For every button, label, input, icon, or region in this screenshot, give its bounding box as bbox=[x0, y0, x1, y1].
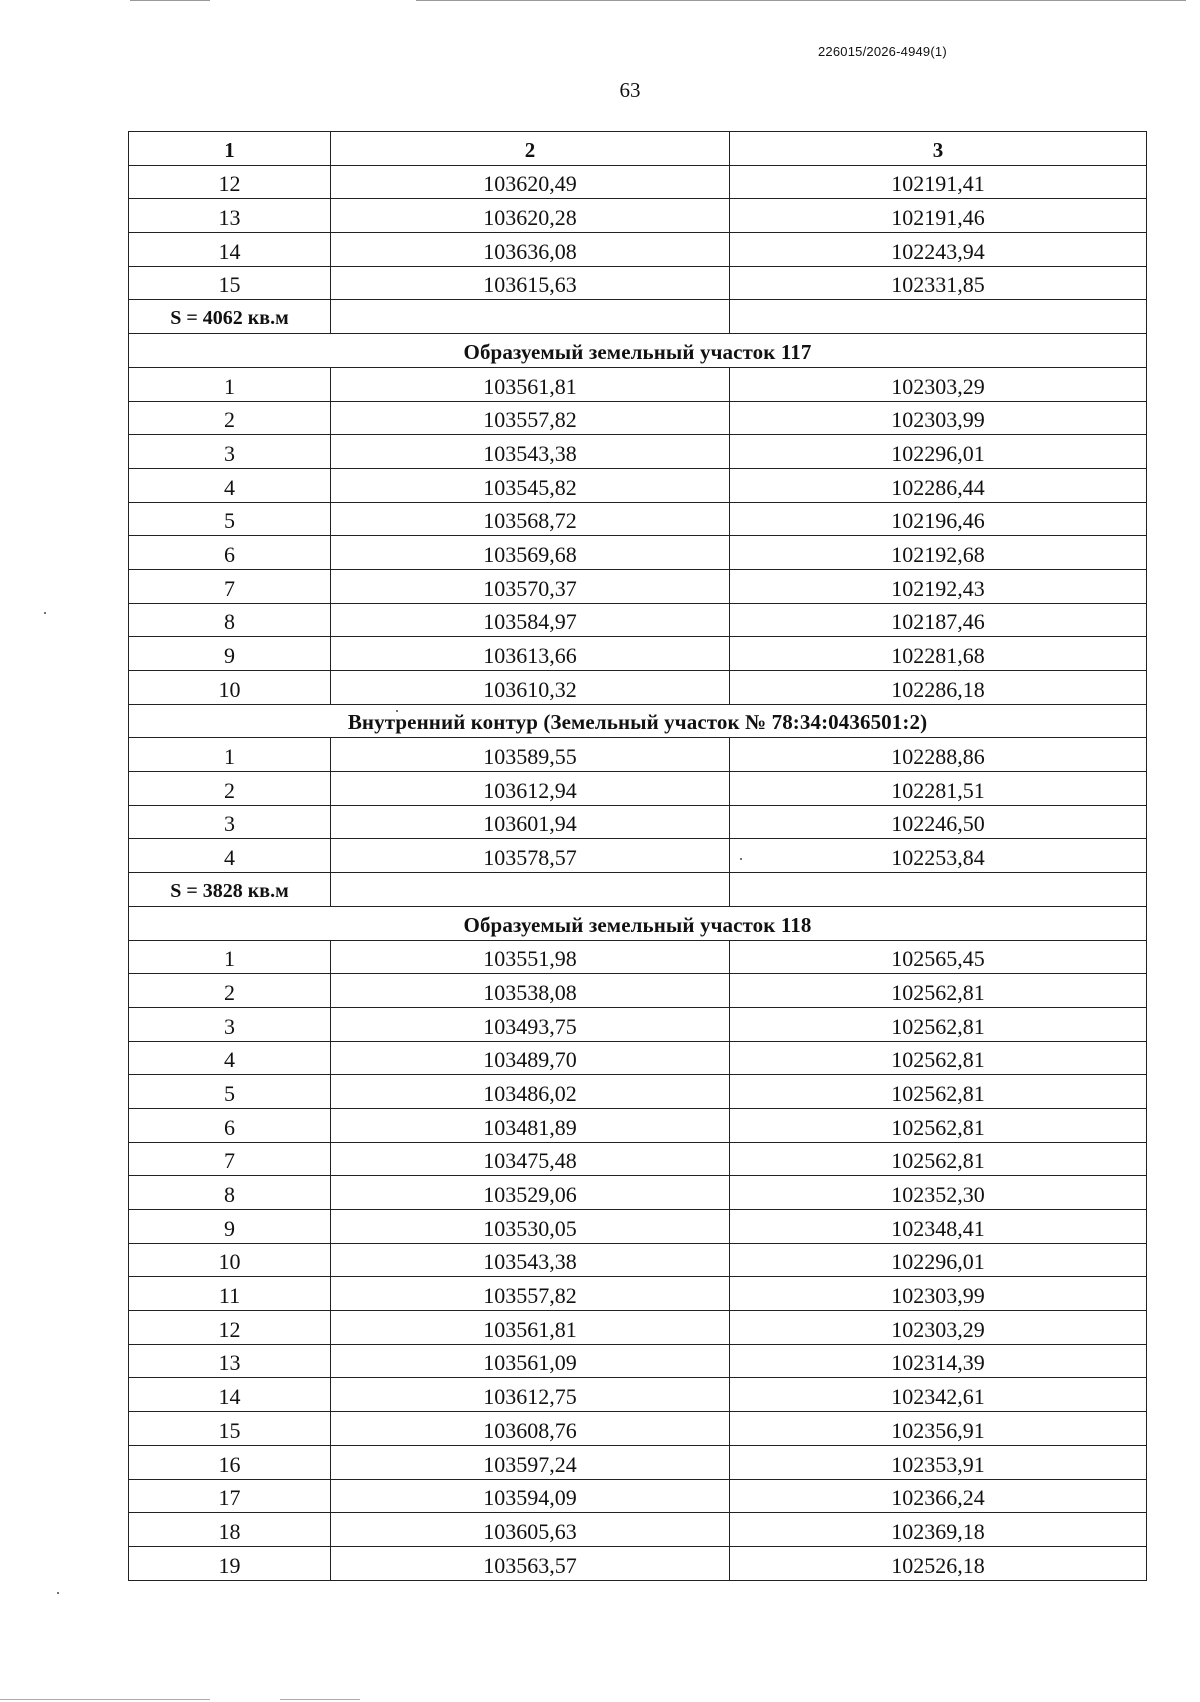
y-coordinate-cell: 102288,86 bbox=[730, 738, 1147, 772]
x-coordinate-cell: 103489,70 bbox=[331, 1041, 730, 1075]
x-coordinate-cell: 103529,06 bbox=[331, 1176, 730, 1210]
point-number-cell: 19 bbox=[129, 1546, 331, 1580]
y-coordinate-cell: 102562,81 bbox=[730, 1142, 1147, 1176]
point-number-cell: 15 bbox=[129, 1412, 331, 1446]
y-coordinate-cell: 102303,99 bbox=[730, 1277, 1147, 1311]
table-row bbox=[129, 1378, 1147, 1412]
x-coordinate-cell: 103543,38 bbox=[331, 435, 730, 469]
column-header-point: 1 bbox=[129, 132, 331, 166]
point-number-cell: 3 bbox=[129, 435, 331, 469]
table-row bbox=[129, 266, 1147, 300]
y-coordinate-cell: 102191,46 bbox=[730, 199, 1147, 233]
empty-cell bbox=[730, 873, 1147, 907]
point-number-cell: 4 bbox=[129, 839, 331, 873]
x-coordinate-cell: 103612,94 bbox=[331, 772, 730, 806]
table-row bbox=[129, 1479, 1147, 1513]
table-row bbox=[129, 1007, 1147, 1041]
point-number-cell: 4 bbox=[129, 468, 331, 502]
table-row bbox=[129, 1513, 1147, 1547]
x-coordinate-cell: 103561,81 bbox=[331, 367, 730, 401]
y-coordinate-cell: 102296,01 bbox=[730, 1243, 1147, 1277]
scan-speck bbox=[57, 1592, 59, 1594]
point-number-cell: 12 bbox=[129, 1311, 331, 1345]
empty-cell bbox=[331, 873, 730, 907]
x-coordinate-cell: 103589,55 bbox=[331, 738, 730, 772]
scan-bottom-mark bbox=[280, 1699, 360, 1700]
table-row bbox=[129, 569, 1147, 603]
table-row bbox=[129, 165, 1147, 199]
section-heading-row bbox=[129, 704, 1147, 738]
table-row bbox=[129, 839, 1147, 873]
area-summary-row bbox=[129, 873, 1147, 907]
x-coordinate-cell: 103620,49 bbox=[331, 165, 730, 199]
y-coordinate-cell: 102303,29 bbox=[730, 367, 1147, 401]
point-number-cell: 5 bbox=[129, 1075, 331, 1109]
scan-speck bbox=[44, 612, 46, 614]
x-coordinate-cell: 103612,75 bbox=[331, 1378, 730, 1412]
point-number-cell: 10 bbox=[129, 671, 331, 705]
y-coordinate-cell: 102196,46 bbox=[730, 502, 1147, 536]
table-row bbox=[129, 1277, 1147, 1311]
point-number-cell: 9 bbox=[129, 1210, 331, 1244]
x-coordinate-cell: 103594,09 bbox=[331, 1479, 730, 1513]
x-coordinate-cell: 103545,82 bbox=[331, 468, 730, 502]
table-row bbox=[129, 199, 1147, 233]
y-coordinate-cell: 102562,81 bbox=[730, 1108, 1147, 1142]
x-coordinate-cell: 103481,89 bbox=[331, 1108, 730, 1142]
section-heading-row bbox=[129, 906, 1147, 940]
y-coordinate-cell: 102526,18 bbox=[730, 1546, 1147, 1580]
x-coordinate-cell: 103601,94 bbox=[331, 805, 730, 839]
y-coordinate-cell: 102314,39 bbox=[730, 1344, 1147, 1378]
table-row bbox=[129, 435, 1147, 469]
column-header-x: 2 bbox=[331, 132, 730, 166]
x-coordinate-cell: 103561,81 bbox=[331, 1311, 730, 1345]
table-row bbox=[129, 1176, 1147, 1210]
table-row bbox=[129, 536, 1147, 570]
x-coordinate-cell: 103608,76 bbox=[331, 1412, 730, 1446]
x-coordinate-cell: 103557,82 bbox=[331, 401, 730, 435]
y-coordinate-cell: 102562,81 bbox=[730, 1075, 1147, 1109]
coordinates-table-body bbox=[129, 132, 1147, 1581]
table-row bbox=[129, 468, 1147, 502]
x-coordinate-cell: 103620,28 bbox=[331, 199, 730, 233]
section-heading-row bbox=[129, 334, 1147, 368]
point-number-cell: 12 bbox=[129, 165, 331, 199]
point-number-cell: 13 bbox=[129, 199, 331, 233]
x-coordinate-cell: 103538,08 bbox=[331, 974, 730, 1008]
table-row bbox=[129, 367, 1147, 401]
y-coordinate-cell: 102366,24 bbox=[730, 1479, 1147, 1513]
x-coordinate-cell: 103636,08 bbox=[331, 233, 730, 267]
table-row bbox=[129, 1311, 1147, 1345]
y-coordinate-cell: 102369,18 bbox=[730, 1513, 1147, 1547]
page-number: 63 bbox=[619, 78, 641, 102]
table-row bbox=[129, 805, 1147, 839]
point-number-cell: 18 bbox=[129, 1513, 331, 1547]
y-coordinate-cell: 102331,85 bbox=[730, 266, 1147, 300]
point-number-cell: 2 bbox=[129, 772, 331, 806]
x-coordinate-cell: 103568,72 bbox=[331, 502, 730, 536]
table-row bbox=[129, 974, 1147, 1008]
point-number-cell: 3 bbox=[129, 1007, 331, 1041]
y-coordinate-cell: 102192,43 bbox=[730, 569, 1147, 603]
table-header-row bbox=[129, 132, 1147, 166]
y-coordinate-cell: 102352,30 bbox=[730, 1176, 1147, 1210]
table-row bbox=[129, 637, 1147, 671]
section-heading: Внутренний контур (Земельный участок № 78:34:0436501:2) bbox=[129, 704, 1147, 738]
x-coordinate-cell: 103557,82 bbox=[331, 1277, 730, 1311]
y-coordinate-cell: 102286,44 bbox=[730, 468, 1147, 502]
point-number-cell: 16 bbox=[129, 1445, 331, 1479]
y-coordinate-cell: 102353,91 bbox=[730, 1445, 1147, 1479]
table-row bbox=[129, 772, 1147, 806]
x-coordinate-cell: 103570,37 bbox=[331, 569, 730, 603]
point-number-cell: 13 bbox=[129, 1344, 331, 1378]
document-registration-number: 226015/2026-4949(1) bbox=[818, 44, 947, 59]
y-coordinate-cell: 102246,50 bbox=[730, 805, 1147, 839]
table-row bbox=[129, 1412, 1147, 1446]
point-number-cell: 11 bbox=[129, 1277, 331, 1311]
table-row bbox=[129, 233, 1147, 267]
point-number-cell: 14 bbox=[129, 1378, 331, 1412]
x-coordinate-cell: 103578,57 bbox=[331, 839, 730, 873]
coordinates-table bbox=[128, 131, 1147, 1581]
y-coordinate-cell: 102253,84 bbox=[730, 839, 1147, 873]
y-coordinate-cell: 102562,81 bbox=[730, 1007, 1147, 1041]
x-coordinate-cell: 103561,09 bbox=[331, 1344, 730, 1378]
empty-cell bbox=[730, 300, 1147, 334]
table-row bbox=[129, 1243, 1147, 1277]
point-number-cell: 5 bbox=[129, 502, 331, 536]
x-coordinate-cell: 103615,63 bbox=[331, 266, 730, 300]
table-row bbox=[129, 603, 1147, 637]
area-value-cell: S = 3828 кв.м bbox=[129, 873, 331, 907]
point-number-cell: 3 bbox=[129, 805, 331, 839]
point-number-cell: 7 bbox=[129, 569, 331, 603]
point-number-cell: 8 bbox=[129, 603, 331, 637]
y-coordinate-cell: 102348,41 bbox=[730, 1210, 1147, 1244]
y-coordinate-cell: 102565,45 bbox=[730, 940, 1147, 974]
y-coordinate-cell: 102191,41 bbox=[730, 165, 1147, 199]
point-number-cell: 1 bbox=[129, 738, 331, 772]
x-coordinate-cell: 103610,32 bbox=[331, 671, 730, 705]
x-coordinate-cell: 103605,63 bbox=[331, 1513, 730, 1547]
scan-bottom-mark bbox=[0, 1699, 210, 1700]
area-value-cell: S = 4062 кв.м bbox=[129, 300, 331, 334]
x-coordinate-cell: 103475,48 bbox=[331, 1142, 730, 1176]
y-coordinate-cell: 102281,68 bbox=[730, 637, 1147, 671]
scan-top-rule bbox=[416, 0, 1186, 1]
table-row bbox=[129, 1546, 1147, 1580]
x-coordinate-cell: 103597,24 bbox=[331, 1445, 730, 1479]
empty-cell bbox=[331, 300, 730, 334]
y-coordinate-cell: 102187,46 bbox=[730, 603, 1147, 637]
scan-top-mark bbox=[130, 0, 210, 1]
table-row bbox=[129, 1108, 1147, 1142]
point-number-cell: 10 bbox=[129, 1243, 331, 1277]
table-row bbox=[129, 401, 1147, 435]
x-coordinate-cell: 103543,38 bbox=[331, 1243, 730, 1277]
y-coordinate-cell: 102356,91 bbox=[730, 1412, 1147, 1446]
y-coordinate-cell: 102342,61 bbox=[730, 1378, 1147, 1412]
table-row bbox=[129, 1075, 1147, 1109]
x-coordinate-cell: 103551,98 bbox=[331, 940, 730, 974]
table-row bbox=[129, 1142, 1147, 1176]
y-coordinate-cell: 102303,29 bbox=[730, 1311, 1147, 1345]
point-number-cell: 6 bbox=[129, 536, 331, 570]
point-number-cell: 9 bbox=[129, 637, 331, 671]
x-coordinate-cell: 103584,97 bbox=[331, 603, 730, 637]
table-row bbox=[129, 738, 1147, 772]
y-coordinate-cell: 102286,18 bbox=[730, 671, 1147, 705]
x-coordinate-cell: 103530,05 bbox=[331, 1210, 730, 1244]
x-coordinate-cell: 103493,75 bbox=[331, 1007, 730, 1041]
table-row bbox=[129, 671, 1147, 705]
section-heading: Образуемый земельный участок 118 bbox=[129, 906, 1147, 940]
x-coordinate-cell: 103613,66 bbox=[331, 637, 730, 671]
x-coordinate-cell: 103569,68 bbox=[331, 536, 730, 570]
y-coordinate-cell: 102562,81 bbox=[730, 974, 1147, 1008]
point-number-cell: 7 bbox=[129, 1142, 331, 1176]
point-number-cell: 2 bbox=[129, 974, 331, 1008]
section-heading: Образуемый земельный участок 117 bbox=[129, 334, 1147, 368]
y-coordinate-cell: 102303,99 bbox=[730, 401, 1147, 435]
y-coordinate-cell: 102192,68 bbox=[730, 536, 1147, 570]
point-number-cell: 1 bbox=[129, 940, 331, 974]
table-row bbox=[129, 502, 1147, 536]
point-number-cell: 8 bbox=[129, 1176, 331, 1210]
table-row bbox=[129, 1041, 1147, 1075]
y-coordinate-cell: 102281,51 bbox=[730, 772, 1147, 806]
x-coordinate-cell: 103563,57 bbox=[331, 1546, 730, 1580]
point-number-cell: 4 bbox=[129, 1041, 331, 1075]
column-header-y: 3 bbox=[730, 132, 1147, 166]
area-summary-row bbox=[129, 300, 1147, 334]
table-row bbox=[129, 940, 1147, 974]
point-number-cell: 2 bbox=[129, 401, 331, 435]
point-number-cell: 1 bbox=[129, 367, 331, 401]
point-number-cell: 15 bbox=[129, 266, 331, 300]
y-coordinate-cell: 102243,94 bbox=[730, 233, 1147, 267]
point-number-cell: 14 bbox=[129, 233, 331, 267]
table-row bbox=[129, 1344, 1147, 1378]
y-coordinate-cell: 102296,01 bbox=[730, 435, 1147, 469]
x-coordinate-cell: 103486,02 bbox=[331, 1075, 730, 1109]
point-number-cell: 17 bbox=[129, 1479, 331, 1513]
y-coordinate-cell: 102562,81 bbox=[730, 1041, 1147, 1075]
table-row bbox=[129, 1445, 1147, 1479]
point-number-cell: 6 bbox=[129, 1108, 331, 1142]
table-row bbox=[129, 1210, 1147, 1244]
